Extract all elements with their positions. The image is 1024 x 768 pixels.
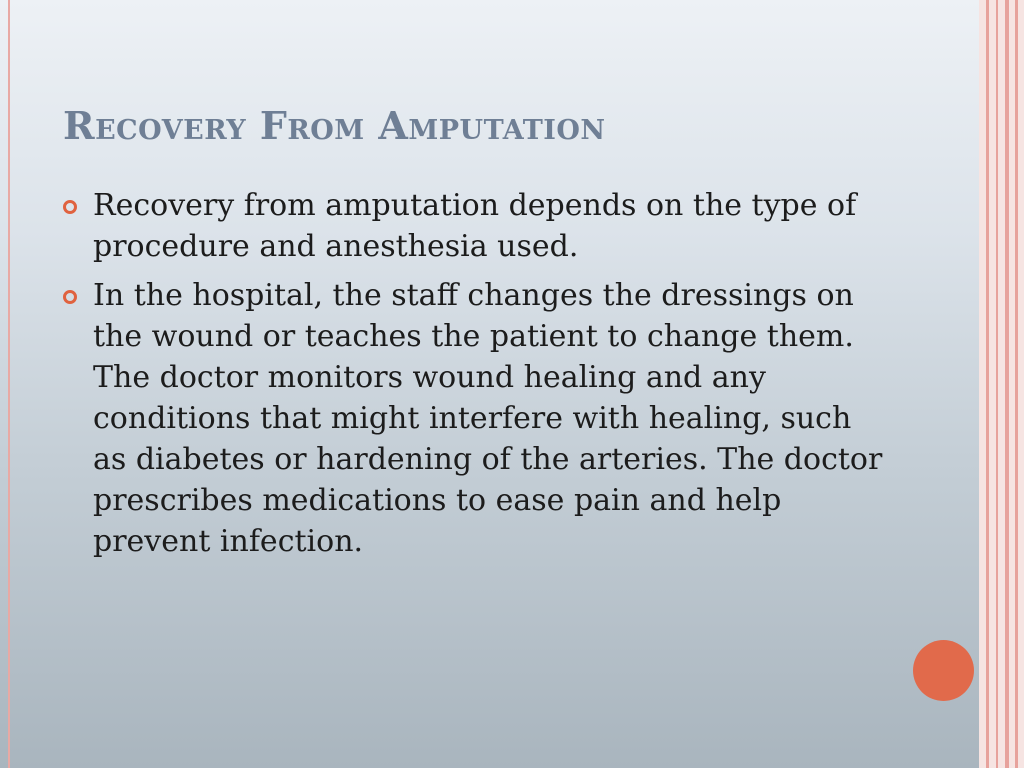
right-stripe — [986, 0, 989, 768]
bullet-text: In the hospital, the staff changes the dressings on the wound or teaches the patient to change them. The doctor monitors wound healing and any conditions that might interfere with healing, such as diabetes or hardening of the arteries. The doctor prescribes medications to ease pain and help prevent infection. — [93, 278, 883, 559]
bullet-list — [63, 185, 883, 570]
accent-circle-decoration — [913, 640, 974, 701]
left-border-line — [8, 0, 10, 768]
right-stripe — [1015, 0, 1018, 768]
bullet-item — [63, 275, 883, 562]
right-stripe — [996, 0, 998, 768]
slide-title: Recovery From Amputation — [63, 103, 606, 148]
hollow-circle-bullet-icon — [63, 290, 77, 304]
hollow-circle-bullet-icon — [63, 200, 77, 214]
bullet-item — [63, 185, 883, 267]
bullet-text: Recovery from amputation depends on the type of procedure and anesthesia used. — [93, 188, 857, 264]
right-stripe — [1005, 0, 1009, 768]
